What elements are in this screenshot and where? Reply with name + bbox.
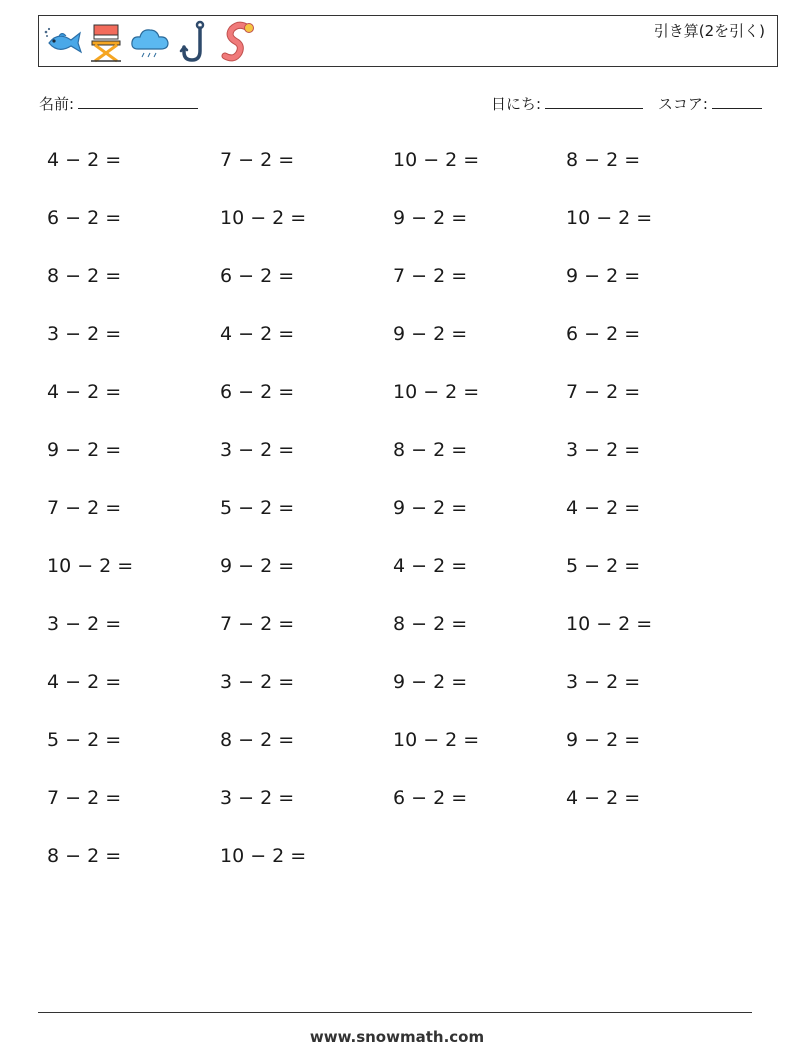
problem: 3 − 2 = (220, 671, 295, 693)
footer-site-link[interactable]: www.snowmath.com (309, 1028, 485, 1046)
fish-icon (41, 19, 83, 63)
problem: 4 − 2 = (220, 323, 295, 345)
problem: 10 − 2 = (220, 207, 307, 229)
problem: 3 − 2 = (566, 671, 641, 693)
date-score-fields (491, 93, 762, 114)
problem: 5 − 2 = (47, 729, 122, 751)
problem: 7 − 2 = (220, 613, 295, 635)
problem: 9 − 2 = (393, 671, 468, 693)
problem-grid (47, 145, 747, 899)
problem: 4 − 2 = (566, 787, 641, 809)
problem: 9 − 2 = (566, 265, 641, 287)
problem: 4 − 2 = (393, 555, 468, 577)
problem: 10 − 2 = (47, 555, 134, 577)
problem: 10 − 2 = (220, 845, 307, 867)
problem: 9 − 2 = (393, 497, 468, 519)
problem: 10 − 2 = (566, 207, 653, 229)
score-label: スコア: (657, 95, 708, 113)
problem: 9 − 2 = (566, 729, 641, 751)
problem: 9 − 2 = (47, 439, 122, 461)
problem: 6 − 2 = (47, 207, 122, 229)
problem: 3 − 2 = (220, 787, 295, 809)
problem: 6 − 2 = (220, 265, 295, 287)
problem: 9 − 2 = (393, 207, 468, 229)
rain-cloud-icon (129, 19, 171, 63)
problem: 8 − 2 = (47, 265, 122, 287)
header-icons (41, 19, 259, 63)
problem: 10 − 2 = (393, 381, 480, 403)
problem: 3 − 2 = (47, 323, 122, 345)
problem: 6 − 2 = (566, 323, 641, 345)
problem: 10 − 2 = (393, 149, 480, 171)
problem: 7 − 2 = (393, 265, 468, 287)
name-blank[interactable] (78, 94, 198, 109)
problem: 7 − 2 = (47, 787, 122, 809)
name-label: 名前: (39, 95, 75, 113)
fishing-hook-icon (173, 19, 215, 63)
date-blank[interactable] (545, 94, 643, 109)
problem: 7 − 2 = (220, 149, 295, 171)
name-field (39, 93, 198, 114)
problem: 4 − 2 = (47, 381, 122, 403)
problem: 7 − 2 = (566, 381, 641, 403)
date-label: 日にち: (491, 95, 542, 113)
problem: 4 − 2 = (47, 671, 122, 693)
score-blank[interactable] (712, 94, 762, 109)
footer-divider (38, 1012, 752, 1013)
problem: 3 − 2 = (566, 439, 641, 461)
problem: 7 − 2 = (47, 497, 122, 519)
problem: 3 − 2 = (47, 613, 122, 635)
problem: 8 − 2 = (393, 613, 468, 635)
problem: 6 − 2 = (393, 787, 468, 809)
worksheet-header (38, 15, 778, 67)
problem: 4 − 2 = (566, 497, 641, 519)
problem: 5 − 2 = (220, 497, 295, 519)
problem: 5 − 2 = (566, 555, 641, 577)
worksheet-title: 引き算(2を引く) (653, 22, 765, 40)
problem: 6 − 2 = (220, 381, 295, 403)
problem: 9 − 2 = (220, 555, 295, 577)
problem: 3 − 2 = (220, 439, 295, 461)
problem: 8 − 2 = (47, 845, 122, 867)
problem: 10 − 2 = (393, 729, 480, 751)
problem: 9 − 2 = (393, 323, 468, 345)
worm-icon (217, 19, 259, 63)
problem: 8 − 2 = (220, 729, 295, 751)
problem: 4 − 2 = (47, 149, 122, 171)
problem: 8 − 2 = (393, 439, 468, 461)
problem: 10 − 2 = (566, 613, 653, 635)
problem: 8 − 2 = (566, 149, 641, 171)
director-chair-icon (85, 19, 127, 63)
